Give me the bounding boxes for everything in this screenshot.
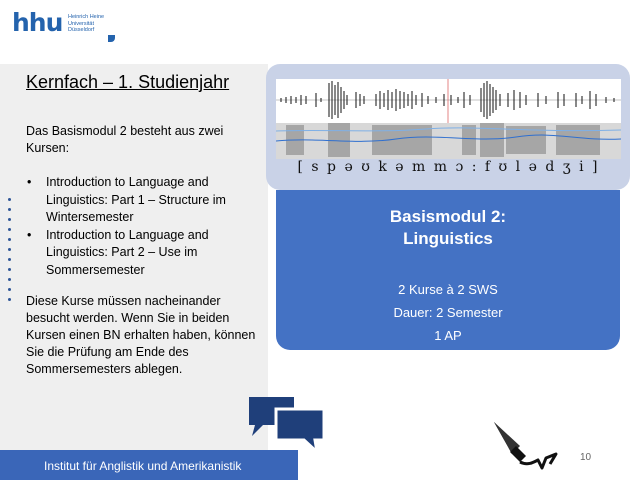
footer-institute: Institut für Anglistik und Amerikanistik	[44, 459, 242, 473]
waveform-spectrogram-graphic	[276, 79, 621, 159]
list-item: • Introduction to Language and Linguistics: Part 2 – Use im Sommersemester	[26, 227, 266, 280]
ipa-transcription: [ s p ə ʊ k ə m m ɔ : f ʊ l ə d ʒ i ]	[297, 159, 600, 175]
intro-text: Das Basismodul 2 besteht aus zwei Kursen:	[26, 124, 224, 155]
logo-wordmark: hhu	[12, 8, 63, 37]
slide-title: Kernfach – 1. Studienjahr	[26, 72, 230, 92]
logo-line-1: Heinrich Heine	[68, 14, 105, 20]
hhu-logo	[12, 10, 122, 42]
logo-mark	[108, 35, 115, 42]
spectrogram-image	[276, 79, 621, 159]
module-detail-courses: 2 Kurse à 2 SWS	[398, 282, 498, 297]
list-item: • Introduction to Language and Linguistics: Part 1 – Structure im Wintersemester	[26, 174, 266, 227]
module-detail-ap: 1 AP	[434, 328, 462, 343]
logo-line-3: Düsseldorf	[68, 27, 95, 33]
chat-bubbles-icon	[246, 394, 328, 454]
module-title-line-2: Linguistics	[403, 229, 493, 248]
module-info-box	[276, 190, 620, 350]
module-detail-duration: Dauer: 2 Semester	[393, 305, 503, 320]
module-title	[276, 206, 620, 250]
decorative-dots	[2, 198, 14, 308]
outro-text: Diese Kurse müssen nacheinander besucht werden. Wenn Sie in beiden Kursen einen BN erhalten haben, können Sie die Prüfung am Ende des Sommersemesters ablegen.	[26, 294, 256, 376]
module-title-line-1: Basismodul 2:	[389, 207, 507, 226]
footer-bar	[0, 450, 298, 480]
course-list	[26, 174, 266, 279]
logo-subtitle	[68, 14, 104, 34]
pen-nib-icon	[490, 420, 560, 472]
page-number: 10	[580, 452, 592, 463]
logo-line-2: Universität	[68, 20, 94, 27]
